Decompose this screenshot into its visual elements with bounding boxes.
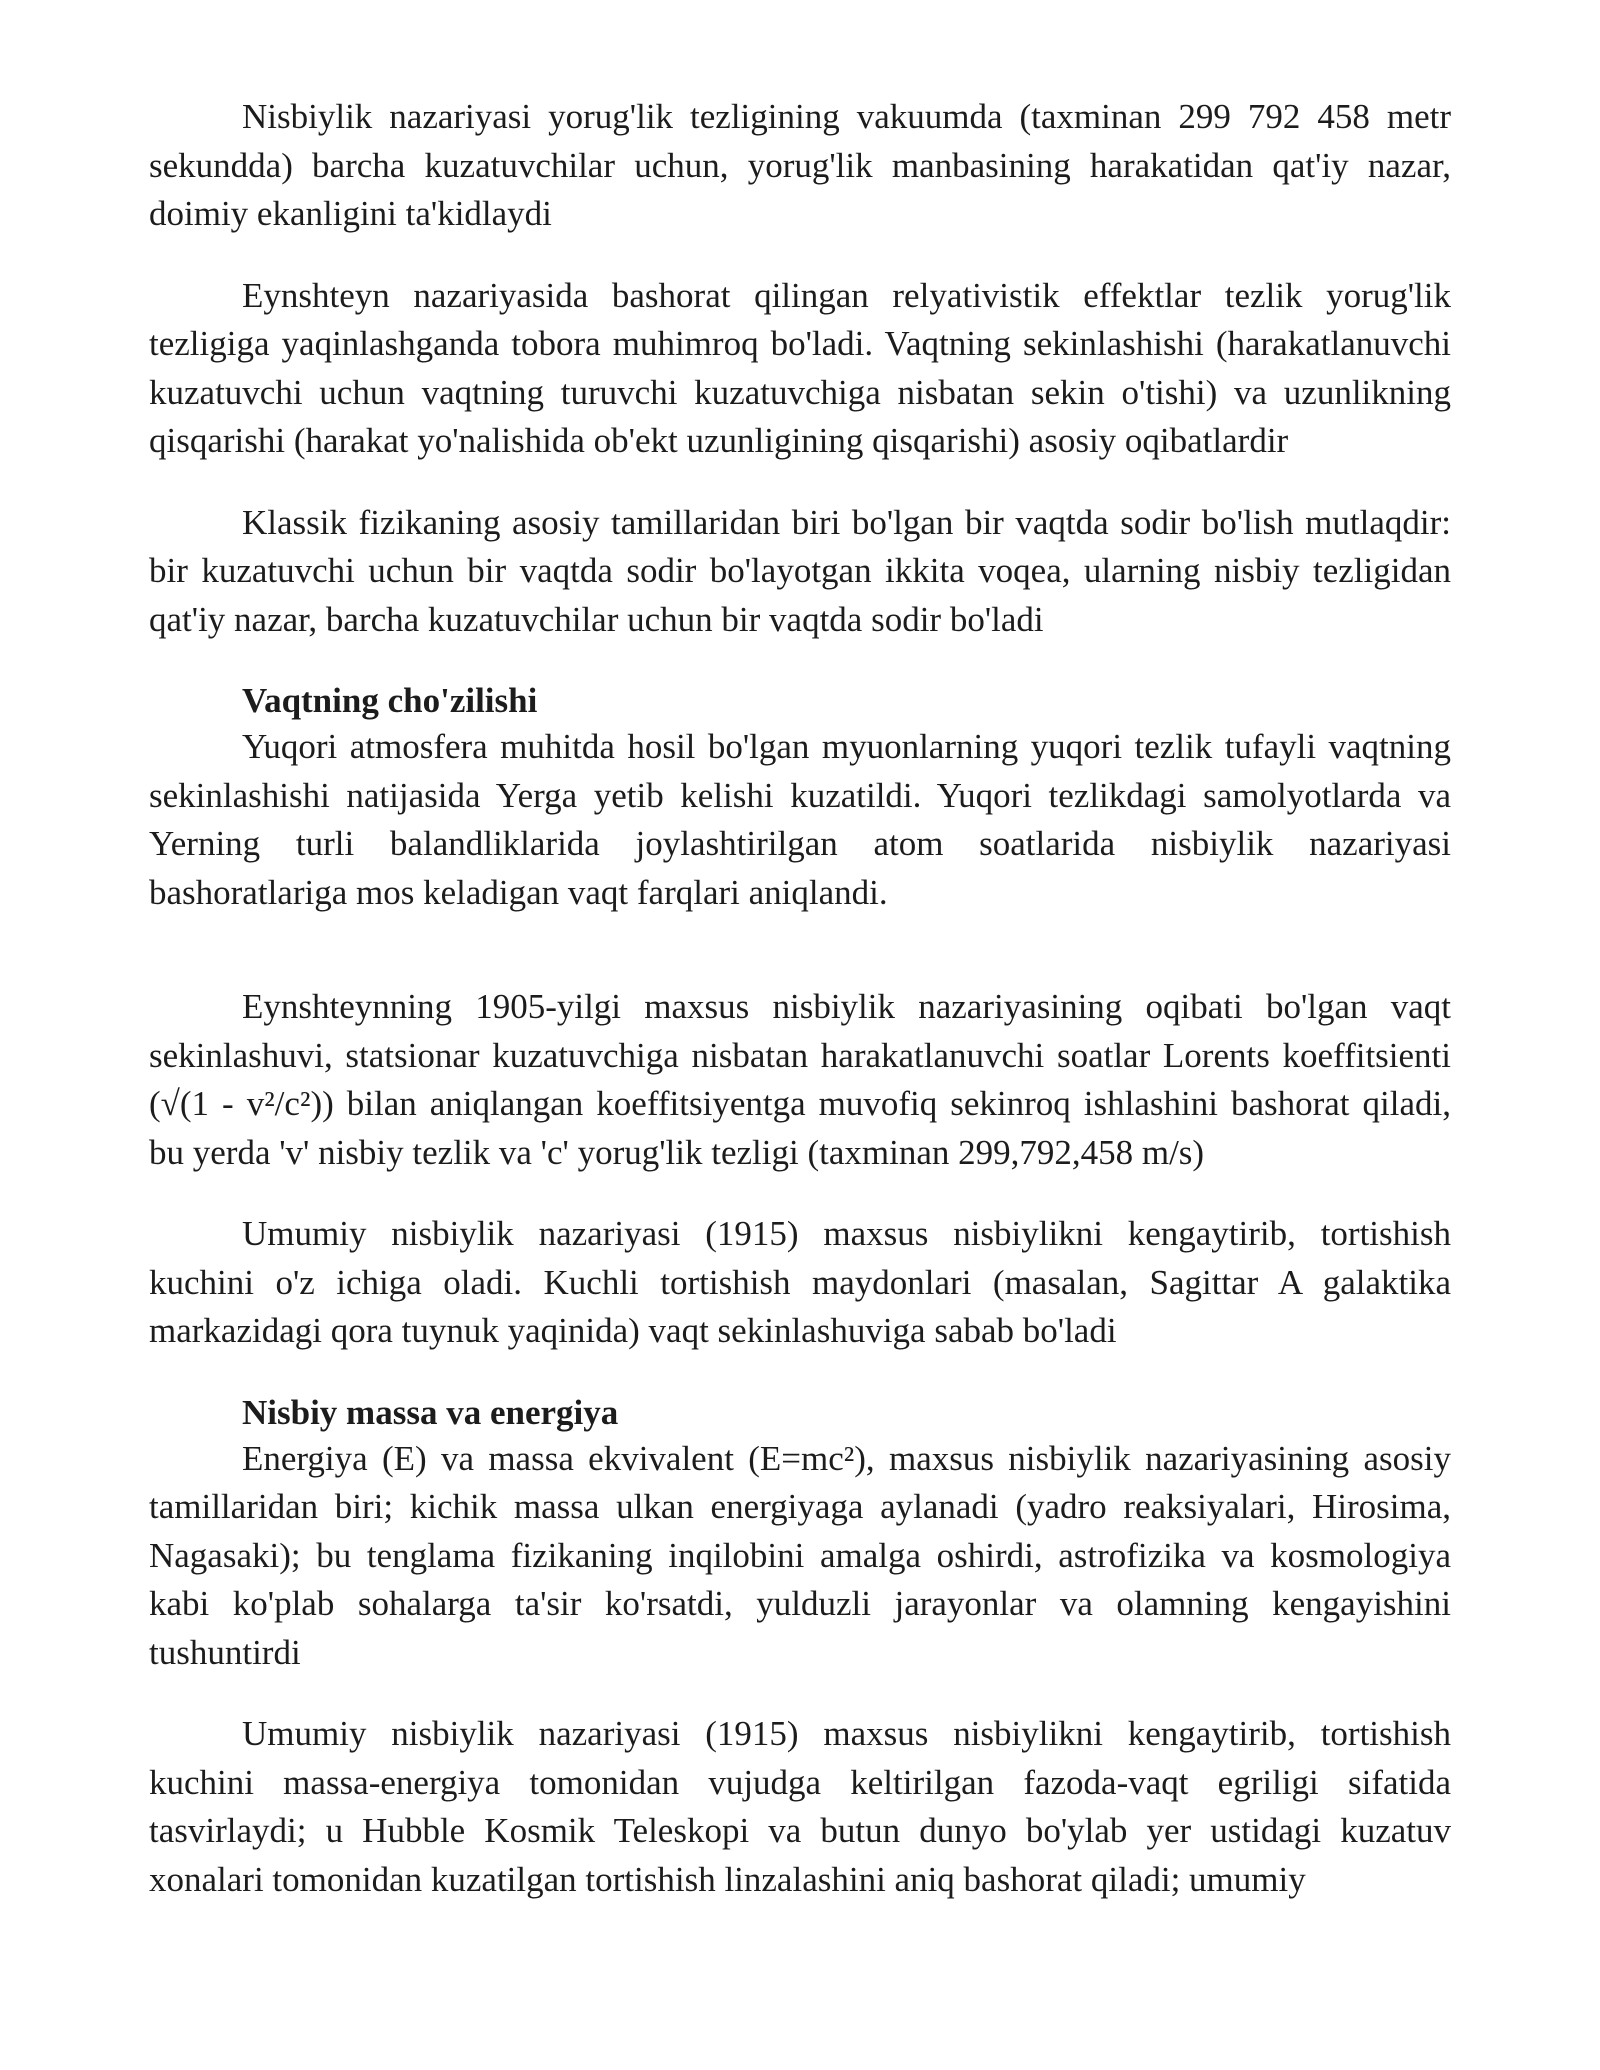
document-page	[149, 93, 1451, 1904]
paragraph-speed-of-light: Nisbiylik nazariyasi yorug'lik tezligining vakuumda (taxminan 299 792 458 metr sekundda) barcha kuzatuvchilar uchun, yorug'lik manbasining harakatidan qat'iy nazar, doimiy ekanligini ta'kidlaydi	[149, 97, 1451, 233]
paragraph-lorentz-factor: Eynshteynning 1905-yilgi maxsus nisbiylik nazariyasining oqibati bo'lgan vaqt sekinlashuvi, statsionar kuzatuvchiga nisbatan harakatlanuvchi soatlar Lorents koeffitsienti (√(1 - v²/c²)) bilan aniqlangan koeffitsiyentga muvofiq sekinroq ishlashini bashorat qiladi, bu yerda 'v' nisbiy tezlik va 'c' yorug'lik tezligi (taxminan 299,792,458 m/s)	[149, 987, 1451, 1172]
paragraph-simultaneity: Klassik fizikaning asosiy tamillaridan biri bo'lgan bir vaqtda sodir bo'lish mutlaqdir: bir kuzatuvchi uchun bir vaqtda sodir bo'layotgan ikkita voqea, ularning nisbiy tezligidan qat'iy nazar, barcha kuzatuvchilar uchun bir vaqtda sodir bo'ladi	[149, 502, 1451, 639]
heading-time-dilation: Vaqtning cho'zilishi	[242, 681, 538, 720]
paragraph-gravitational-lensing: Umumiy nisbiylik nazariyasi (1915) maxsus nisbiylikni kengaytirib, tortishish kuchini massa-energiya tomonidan vujudga keltirilgan fazoda-vaqt egriligi sifatida tasvirlaydi; u Hubble Kosmik Teleskopi va butun dunyo bo'ylab yer ustidagi kuzatuv xonalari tomonidan kuzatilgan tortishish linzalashini aniq bashorat qiladi; umumiy	[149, 1714, 1451, 1899]
paragraph-relativistic-effects: Eynshteyn nazariyasida bashorat qilingan relyativistik effektlar tezlik yorug'lik tezligiga yaqinlashganda tobora muhimroq bo'ladi. Vaqtning sekinlashishi (harakatlanuvchi kuzatuvchi uchun vaqtning turuvchi kuzatuvchiga nisbatan sekin o'tishi) va uzunlikning qisqarishi (harakat yo'nalishida ob'ekt uzunligining qisqarishi) asosiy oqibatlardir	[149, 275, 1451, 460]
paragraph-mass-energy-equivalence: Energiya (E) va massa ekvivalent (E=mc²), maxsus nisbiylik nazariyasining asosiy tamillaridan biri; kichik massa ulkan energiyaga aylanadi (yadro reaksiyalari, Hirosima, Nagasaki); bu tenglama fizikaning inqilobini amalga oshirdi, astrofizika va kosmologiya kabi ko'plab sohalarga ta'sir ko'rsatdi, yulduzli jarayonlar va olamning kengayishini tushuntirdi	[149, 1438, 1451, 1672]
heading-mass-energy: Nisbiy massa va energiya	[242, 1392, 619, 1432]
paragraph-muons: Yuqori atmosfera muhitda hosil bo'lgan myuonlarning yuqori tezlik tufayli vaqtning sekinlashishi natijasida Yerga yetib kelishi kuzatildi. Yuqori tezlikdagi samolyotlarda va Yerning turli balandliklarida joylashtirilgan atom soatlarida nisbiylik nazariyasi bashoratlariga mos keladigan vaqt farqlari aniqlandi.	[149, 727, 1451, 912]
paragraph-general-relativity-gravity: Umumiy nisbiylik nazariyasi (1915) maxsus nisbiylikni kengaytirib, tortishish kuchini o'z ichiga oladi. Kuchli tortishish maydonlari (masalan, Sagittar A galaktika markazidagi qora tuynuk yaqinida) vaqt sekinlashuviga sabab bo'ladi	[149, 1214, 1451, 1350]
